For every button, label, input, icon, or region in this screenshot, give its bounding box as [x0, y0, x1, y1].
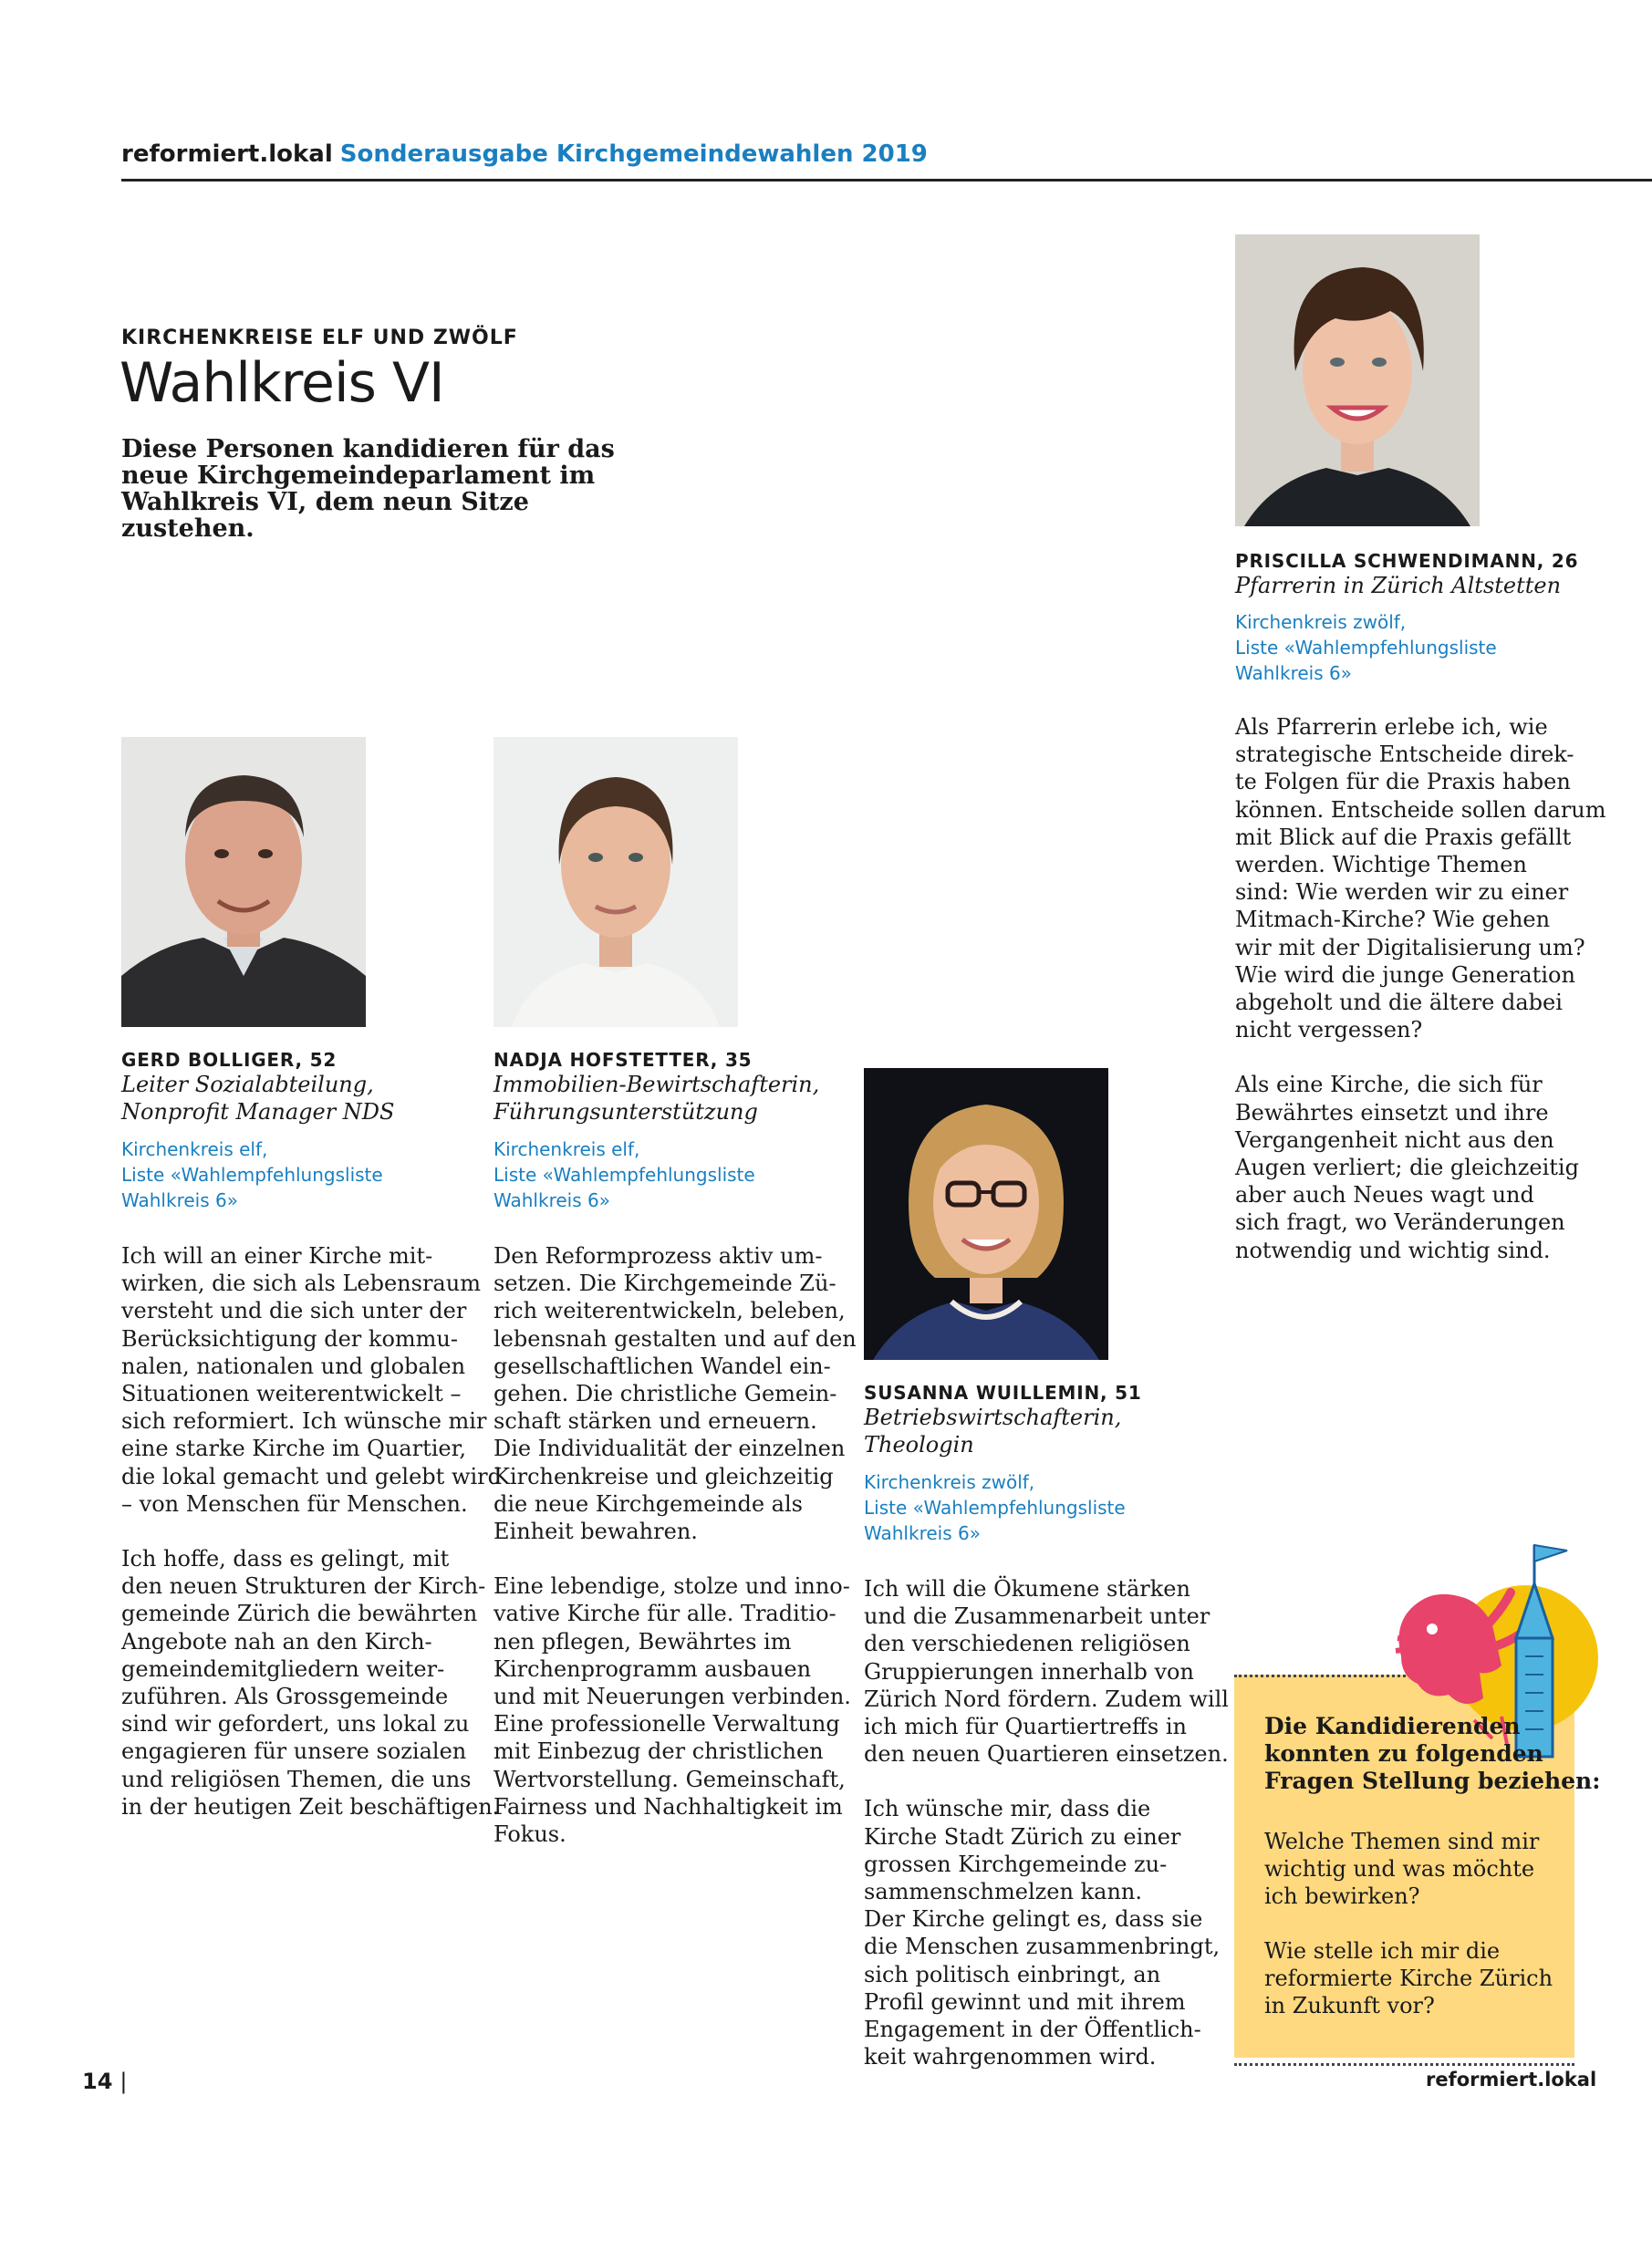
- section-kicker: KIRCHENKREISE ELF UND ZWÖLF: [121, 327, 518, 349]
- page-header: [121, 140, 928, 168]
- statement-paragraph: Als Pfarrerin erlebe ich, wie strategische Entscheide direk- te Folgen für die Praxis haben können. Entscheide sollen darum mit Blick auf die Praxis gefällt werden. Wichtige Themen sind: Wie werden wir zu einer Mitmach-Kirche? Wie gehen wir mit der Digitalisierung um? Wie wird die junge Generation abgeholt und die ältere dabei nicht vergessen?: [1235, 714, 1606, 1043]
- candidate-meta: Kirchenkreis zwölf, Liste «Wahlempfehlungsliste Wahlkreis 6»: [1235, 611, 1497, 684]
- candidate-name: GERD BOLLIGER, 52: [121, 1049, 338, 1071]
- statement-paragraph: Den Reformprozess aktiv um- setzen. Die Kirchgemeinde Zü- rich weiterentwickeln, beleben, lebensnah gestalten und auf den gesellschaftlichen Wandel ein- gehen. Die christliche Gemein- schaft stärken und erneuern. Die Individualität der einzelnen Kirchenkreise und gleichzeitig die neue Kirchgemeinde als Einheit bewahren.: [494, 1243, 857, 1545]
- statement-paragraph: Eine lebendige, stolze und inno- vative Kirche für alle. Traditio- nen pflegen, Bewährtes im Kirchenprogramm ausbauen und mit Neuerungen verbinden. Eine professionelle Verwaltung mit Einbezug der christlichen Wertvorstellung. Gemeinschaft, Fairness und Nachhaltigkeit im Fokus.: [494, 1573, 851, 1848]
- candidate-role: Immobilien-Bewirtschafterin, Führungsunterstützung: [494, 1072, 820, 1125]
- candidate-role: Pfarrerin in Zürich Altstetten: [1235, 573, 1562, 598]
- header-issue: Sonderausgabe Kirchgemeindewahlen 2019: [339, 140, 928, 168]
- header-brand: reformiert.lokal: [121, 140, 333, 168]
- candidate-statement: [121, 1242, 502, 1848]
- lead-text: Diese Personen kandidieren für das neue Kirchgemeindeparlament im Wahlkreis VI, dem neun Sitze zustehen.: [121, 435, 615, 543]
- candidate-meta: Kirchenkreis elf, Liste «Wahlempfehlungsliste Wahlkreis 6»: [494, 1138, 755, 1211]
- box-dotted-rule-bottom: [1234, 2063, 1574, 2066]
- footer-separator: |: [119, 2069, 128, 2094]
- candidate-role: Betriebswirtschafterin, Theologin: [864, 1405, 1122, 1458]
- candidate-photo-nadja: [494, 737, 738, 1027]
- candidate-name: SUSANNA WUILLEMIN, 51: [864, 1382, 1142, 1404]
- footer-brand: reformiert.lokal: [1426, 2069, 1597, 2091]
- candidate-statement: [1235, 713, 1606, 1292]
- candidate-photo-gerd: [121, 737, 366, 1027]
- candidate-meta: Kirchenkreis zwölf, Liste «Wahlempfehlungsliste Wahlkreis 6»: [864, 1471, 1126, 1544]
- page-title: Wahlkreis VI: [119, 351, 444, 415]
- statement-paragraph: Ich will die Ökumene stärken und die Zusammenarbeit unter den verschiedenen religiösen Gruppierungen innerhalb von Zürich Nord fördern. Zudem will ich mich für Quartiertreffs in den neuen Quartieren einsetzen.: [864, 1576, 1229, 1768]
- candidate-meta: Kirchenkreis elf, Liste «Wahlempfehlungsliste Wahlkreis 6»: [121, 1138, 383, 1211]
- candidate-statement: [494, 1242, 857, 1875]
- question-1: Welche Themen sind mir wichtig und was möchte ich bewirken?: [1264, 1829, 1540, 1909]
- candidate-photo-susanna: [864, 1068, 1108, 1360]
- statement-paragraph: Als eine Kirche, die sich für Bewährtes einsetzt und ihre Vergangenheit nicht aus den Augen verliert; die gleichzeitig aber auch Neues wagt und sich fragt, wo Veränderungen notwendig und wichtig sind.: [1235, 1072, 1579, 1263]
- statement-paragraph: Ich hoffe, dass es gelingt, mit den neuen Strukturen der Kirch- gemeinde Zürich die bewährten Angebote nah an den Kirch- gemeindemitgliedern weiter- zuführen. Als Grossgemeinde sind wir gefordert, uns lokal zu engagieren für unsere sozialen und religiösen Themen, die uns in der heutigen Zeit beschäftigen.: [121, 1546, 500, 1820]
- statement-paragraph: Ich wünsche mir, dass die Kirche Stadt Zürich zu einer grossen Kirchgemeinde zu- sammenschmelzen kann. Der Kirche gelingt es, dass sie die Menschen zusammenbringt, sich politisch einbringt, an Profil gewinnt und mit ihrem Engagement in der Öffentlich- keit wahrgenommen wird.: [864, 1796, 1221, 2070]
- candidate-statement: [864, 1575, 1229, 2098]
- statement-paragraph: Ich will an einer Kirche mit- wirken, die sich als Lebensraum versteht und die sich unter der Berücksichtigung der kommu- nalen, nationalen und globalen Situationen weiterentwickelt – sich reformiert. Ich wünsche mir eine starke Kirche im Quartier, die lokal gemacht und gelebt wird – von Menschen für Menschen.: [121, 1243, 502, 1517]
- candidate-role: Leiter Sozialabteilung, Nonprofit Manager NDS: [121, 1072, 395, 1125]
- questions-heading: Die Kandidierenden konnten zu folgenden Fragen Stellung beziehen:: [1264, 1713, 1601, 1794]
- candidate-name: PRISCILLA SCHWENDIMANN, 26: [1235, 550, 1579, 572]
- candidate-name: NADJA HOFSTETTER, 35: [494, 1049, 753, 1071]
- page-number: 14 |: [82, 2069, 128, 2094]
- question-2: Wie stelle ich mir die reformierte Kirche Zürich in Zukunft vor?: [1264, 1938, 1553, 2018]
- header-rule: [121, 179, 1652, 182]
- candidate-photo-priscilla: [1235, 234, 1480, 526]
